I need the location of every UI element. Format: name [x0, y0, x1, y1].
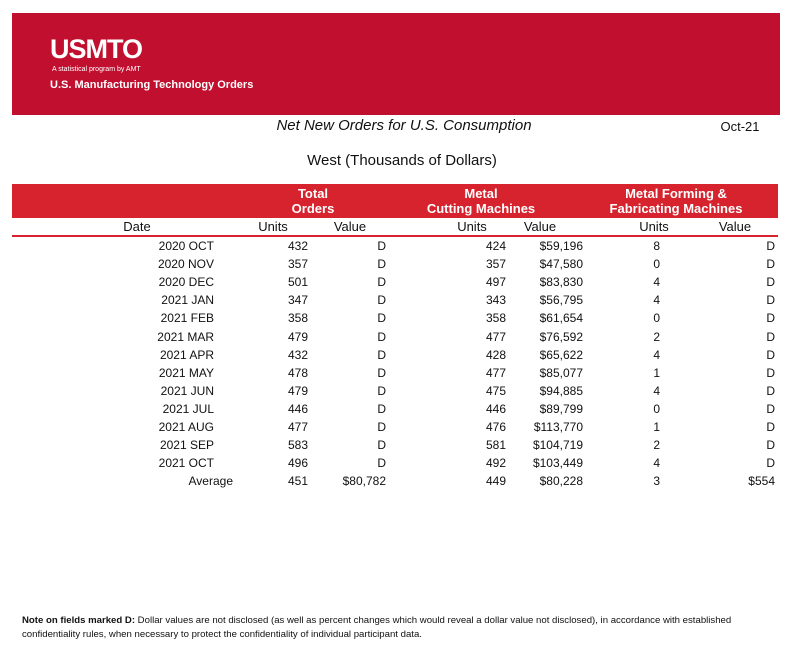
table-row: [0, 237, 800, 255]
table-cell: 496: [287, 456, 308, 471]
table-cell: 0: [653, 401, 660, 416]
table-cell: $83,830: [539, 275, 583, 290]
table-cell: D: [766, 438, 775, 453]
table-cell: 2021 JUL: [162, 401, 214, 416]
table-cell: 3: [653, 474, 660, 489]
table-cell: $104,719: [532, 438, 583, 453]
table-cell: $554: [748, 474, 775, 489]
table-row: [0, 328, 800, 346]
column-header: Value: [718, 219, 752, 234]
table-row: [0, 454, 800, 472]
table-cell: $76,592: [539, 329, 583, 344]
table-cell: 446: [287, 401, 308, 416]
table-cell: $59,196: [539, 239, 583, 253]
table-cell: 583: [287, 438, 308, 453]
table-cell: D: [766, 275, 775, 290]
table-cell: D: [766, 420, 775, 434]
column-header: Units: [457, 219, 487, 234]
report-title: Net New Orders for U.S. Consumption: [276, 117, 532, 134]
table-cell: D: [377, 239, 386, 253]
column-header: Value: [333, 219, 367, 234]
table-cell: D: [766, 365, 775, 380]
table-cell: 476: [485, 420, 506, 434]
table-cell: 2021 APR: [159, 347, 214, 362]
table-cell: $94,885: [539, 383, 583, 398]
header-banner: [12, 13, 780, 115]
average-row: [0, 472, 800, 490]
table-cell: 449: [485, 474, 506, 489]
table-row: [0, 346, 800, 364]
table-cell: 2020 OCT: [158, 239, 214, 253]
table-row: [0, 255, 800, 273]
table-cell: 2021 MAY: [158, 365, 214, 380]
table-cell: D: [766, 347, 775, 362]
footnote: Note on fields marked D: Dollar values are not disclosed (as well as percent changes which would reveal a dollar value not disclosed), in accordance with established confidentiality rules, when necessary to protect the confidentiality of individual participant data.: [22, 615, 732, 640]
table-cell: 358: [485, 311, 506, 326]
table-cell: 2021 OCT: [158, 456, 214, 471]
table-cell: 347: [287, 293, 308, 308]
column-header: Date: [123, 219, 151, 234]
table-cell: 2: [653, 329, 660, 344]
table-cell: 0: [653, 257, 660, 272]
table-cell: D: [766, 329, 775, 344]
table-cell: 1: [653, 420, 660, 434]
table-row: [0, 418, 800, 436]
column-header: Units: [639, 219, 669, 234]
group-total-orders: Total Orders: [291, 186, 335, 216]
table-cell: 446: [485, 401, 506, 416]
table-cell: 492: [485, 456, 506, 471]
table-cell: 428: [485, 347, 506, 362]
table-cell: $85,077: [539, 365, 583, 380]
table-cell: 2021 JUN: [160, 383, 214, 398]
table-cell: D: [377, 311, 386, 326]
program-name: U.S. Manufacturing Technology Orders: [50, 79, 254, 91]
table-cell: 2021 MAR: [157, 329, 214, 344]
table-cell: D: [377, 257, 386, 272]
table-cell: 4: [653, 275, 660, 290]
table-row: [0, 309, 800, 327]
table-cell: 477: [287, 420, 308, 434]
table-cell: D: [766, 311, 775, 326]
table-row: [0, 291, 800, 309]
table-cell: 1: [653, 365, 660, 380]
table-cell: $65,622: [539, 347, 583, 362]
table-cell: 8: [653, 239, 660, 253]
table-cell: 497: [485, 275, 506, 290]
table-cell: D: [766, 383, 775, 398]
table-cell: $103,449: [532, 456, 583, 471]
table-cell: $56,795: [539, 293, 583, 308]
column-header: Units: [258, 219, 288, 234]
report-period: Oct-21: [720, 119, 760, 134]
group-metal-forming: Metal Forming & Fabricating Machines: [609, 186, 743, 216]
table-cell: D: [377, 456, 386, 471]
table-cell: 4: [653, 293, 660, 308]
table-cell: D: [377, 383, 386, 398]
table-row: [0, 273, 800, 291]
table-row: [0, 436, 800, 454]
table-cell: D: [377, 438, 386, 453]
table-cell: 479: [287, 329, 308, 344]
table-cell: 432: [287, 347, 308, 362]
table-cell: 432: [287, 239, 308, 253]
table-cell: $113,770: [533, 420, 583, 434]
table-cell: $89,799: [539, 401, 583, 416]
table-cell: 343: [485, 293, 506, 308]
table-cell: D: [766, 293, 775, 308]
report-subtitle: West (Thousands of Dollars): [307, 152, 497, 169]
table-cell: 501: [287, 275, 308, 290]
table-cell: D: [766, 257, 775, 272]
table-cell: D: [377, 420, 386, 434]
table-cell: 475: [485, 383, 506, 398]
table-cell: 424: [485, 239, 506, 253]
table-cell: 2021 AUG: [158, 420, 214, 434]
usmto-logo: USMTO: [50, 34, 143, 64]
table-cell: 477: [485, 329, 506, 344]
table-cell: 2020 DEC: [158, 275, 214, 290]
table-cell: 2021 JAN: [161, 293, 214, 308]
table-cell: Average: [188, 474, 233, 489]
table-cell: 4: [653, 347, 660, 362]
table-cell: D: [766, 239, 775, 253]
table-cell: 451: [287, 474, 308, 489]
table-cell: 2: [653, 438, 660, 453]
table-cell: D: [766, 456, 775, 471]
table-cell: D: [377, 329, 386, 344]
table-cell: D: [377, 275, 386, 290]
table-cell: D: [377, 347, 386, 362]
table-cell: 478: [287, 365, 308, 380]
table-cell: 2021 FEB: [160, 311, 214, 326]
table-cell: D: [377, 401, 386, 416]
column-header: Value: [523, 219, 557, 234]
table-cell: $47,580: [539, 257, 583, 272]
table-cell: 2021 SEP: [159, 438, 214, 453]
table-cell: 4: [653, 456, 660, 471]
table-cell: D: [377, 293, 386, 308]
table-cell: 357: [287, 257, 308, 272]
table-cell: 4: [653, 383, 660, 398]
table-row: [0, 364, 800, 382]
group-metal-cutting: Metal Cutting Machines: [426, 186, 536, 216]
table-cell: 357: [485, 257, 506, 272]
table-cell: $80,228: [539, 474, 583, 489]
table-cell: 2020 NOV: [157, 257, 214, 272]
table-row: [0, 400, 800, 418]
logo-tagline: A statistical program by AMT: [52, 66, 141, 73]
table-cell: 358: [287, 311, 308, 326]
table-cell: 477: [485, 365, 506, 380]
table-cell: 479: [287, 383, 308, 398]
table-cell: 0: [653, 311, 660, 326]
table-cell: D: [766, 401, 775, 416]
table-cell: $61,654: [539, 311, 583, 326]
table-cell: D: [377, 365, 386, 380]
table-cell: $80,782: [342, 474, 386, 489]
table-row: [0, 382, 800, 400]
table-cell: 581: [485, 438, 506, 453]
